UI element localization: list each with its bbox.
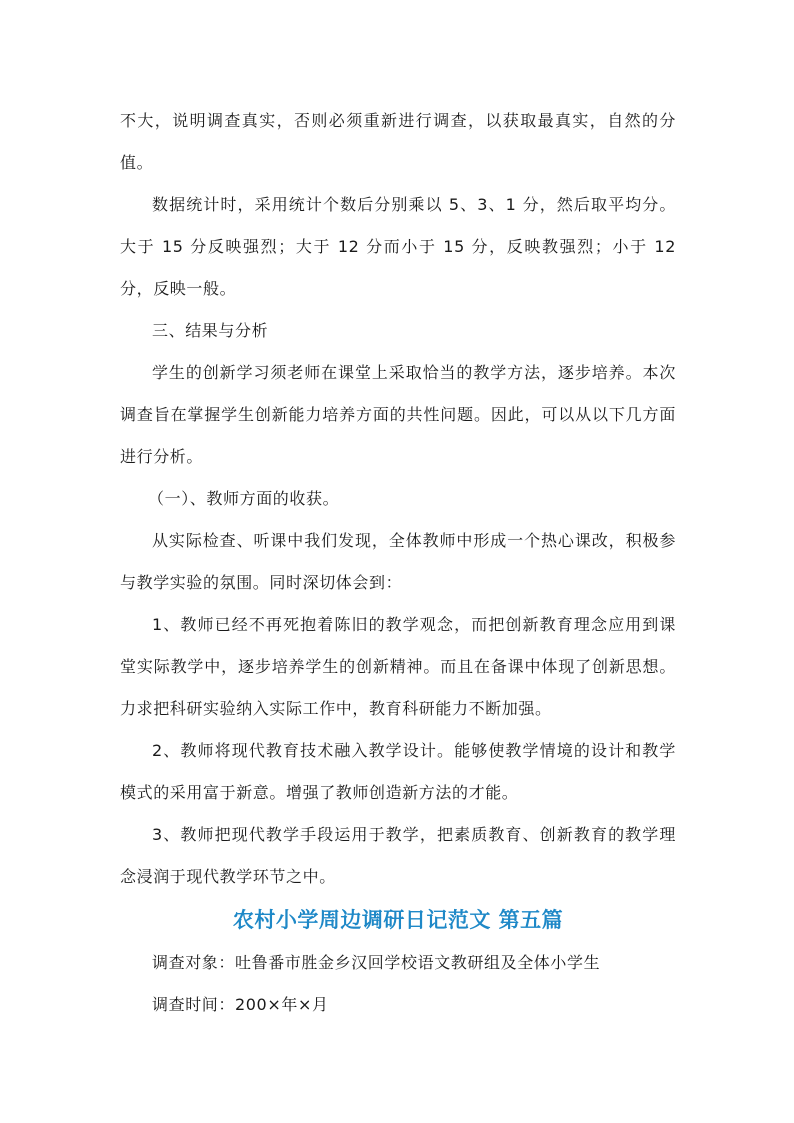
paragraph-results-intro: 学生的创新学习须老师在课堂上采取恰当的教学方法，逐步培养。本次调查旨在掌握学生创新能力培养方面的共性问题。因此，可以从以下几方面进行分析。 [120,363,676,466]
paragraph-continuation: 不大，说明调查真实，否则必须重新进行调查，以获取最真实，自然的分值。 [120,111,676,172]
paragraph-statistics: 数据统计时，采用统计个数后分别乘以 5、3、1 分，然后取平均分。大于 15 分反映强烈；大于 12 分而小于 15 分，反映教强烈；小于 12 分，反映一般。 [120,195,676,298]
section-heading: 农村小学周边调研日记范文 第五篇 [232,908,564,932]
list-item-2: 2、教师将现代教育技术融入教学设计。能够使教学情境的设计和教学模式的采用富于新意。增强了教师创造新方法的才能。 [120,741,676,802]
list-item-3: 3、教师把现代教学手段运用于教学，把素质教育、创新教育的教学理念浸润于现代教学环节之中。 [120,825,676,886]
survey-subject: 调查对象：吐鲁番市胜金乡汉回学校语文教研组及全体小学生 [152,953,601,972]
section-subheading-results: 三、结果与分析 [152,321,269,340]
list-item-1: 1、教师已经不再死抱着陈旧的教学观念，而把创新教育理念应用到课堂实际教学中，逐步培养学生的创新精神。而且在备课中体现了创新思想。力求把科研实验纳入实际工作中，教育科研能力不断加强。 [120,615,676,718]
paragraph-observation: 从实际检查、听课中我们发现，全体教师中形成一个热心课改，积极参与教学实验的氛围。同时深切体会到： [120,531,676,592]
document-body [120,100,676,1026]
survey-time: 调查时间：200×年×月 [152,995,329,1014]
subheading-teacher-gains: （一）、教师方面的收获。 [148,489,340,508]
